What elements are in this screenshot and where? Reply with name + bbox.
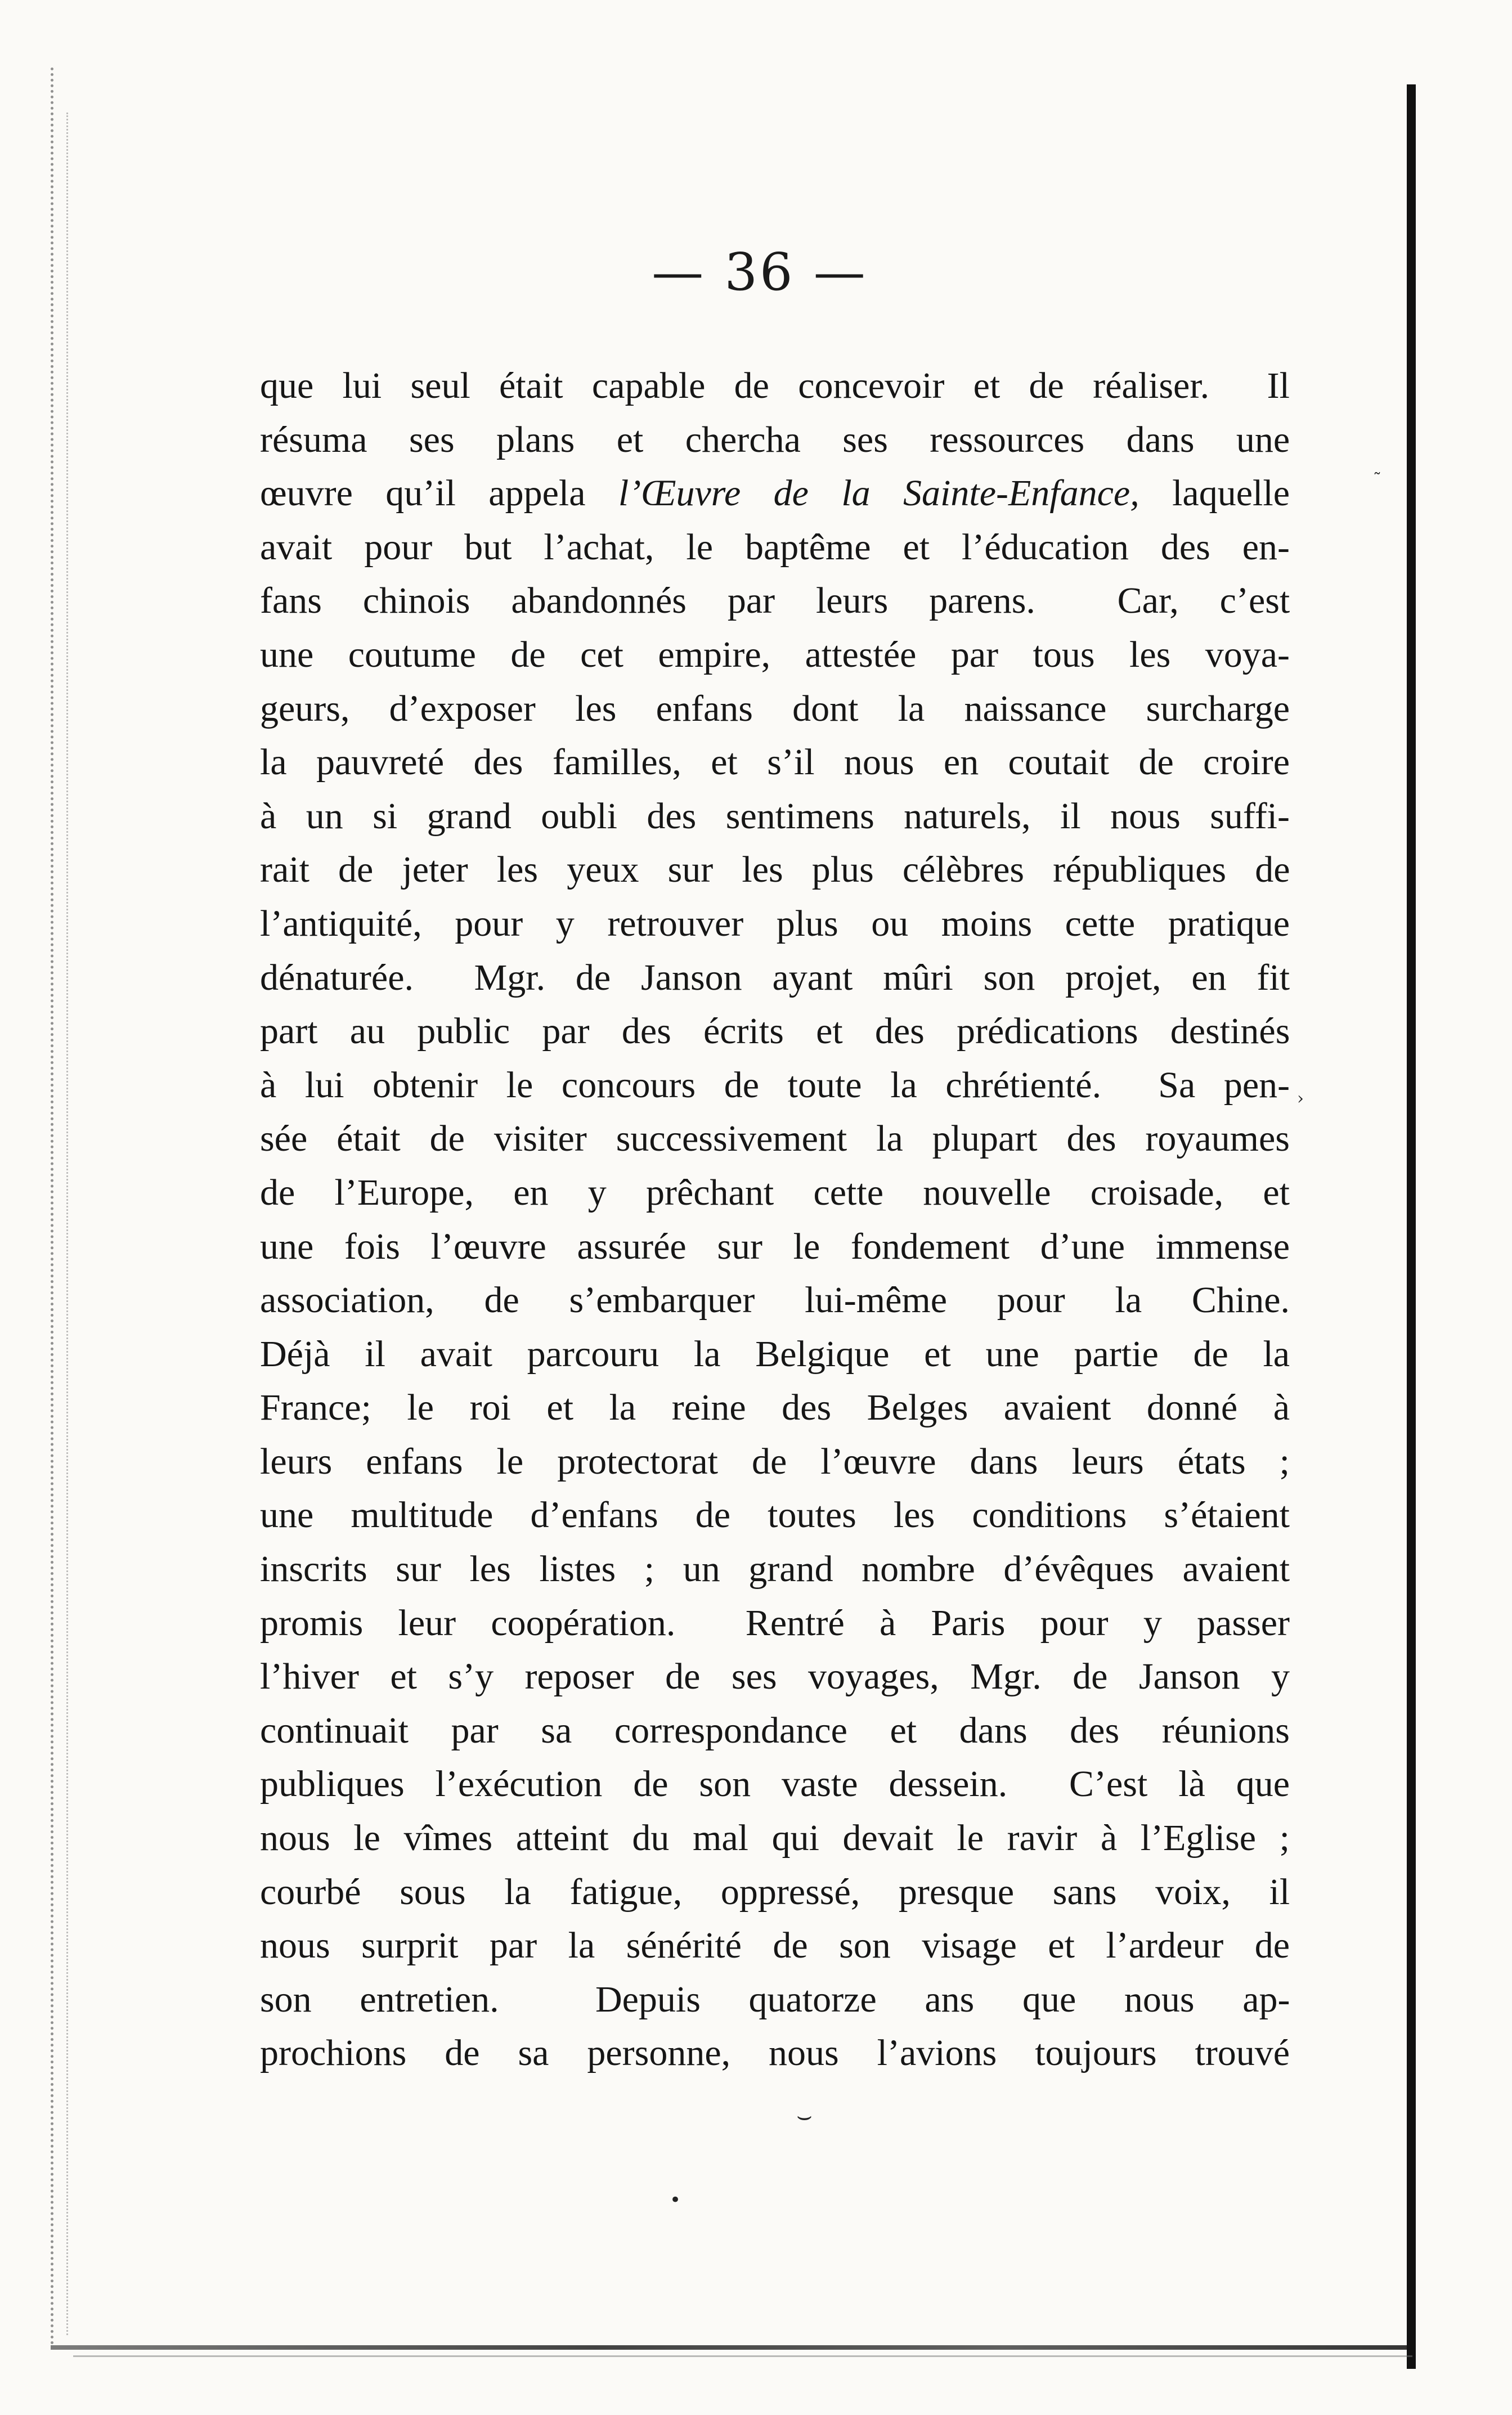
- line-text: son entretien. Depuis quatorze ans que nous ap-: [260, 1978, 1290, 2020]
- ink-speck: ›: [1297, 1089, 1304, 1108]
- text-line: [260, 1757, 1290, 1811]
- page-edge-rule: [1407, 84, 1416, 2369]
- text-line: [260, 1704, 1290, 1758]
- text-line: [260, 1650, 1290, 1704]
- text-line: [260, 1327, 1290, 1381]
- text-line: [260, 682, 1290, 736]
- line-text: une coutume de cet empire, attestée par tous les voya-: [260, 634, 1290, 675]
- text-line: [260, 1811, 1290, 1865]
- ink-speck: ˜: [1373, 470, 1381, 490]
- line-text: publiques l’exécution de son vaste dessein. C’est là que: [260, 1763, 1290, 1805]
- binding-edge-shadow: [66, 113, 74, 2335]
- text-line: [260, 897, 1290, 951]
- body-text: [260, 359, 1290, 2080]
- line-text: France; le roi et la reine des Belges avaient donné à: [260, 1387, 1290, 1429]
- text-line: [260, 951, 1290, 1005]
- line-text: inscrits sur les listes ; un grand nombre d’évêques avaient: [260, 1548, 1290, 1590]
- text-line: [260, 574, 1290, 628]
- line-text: l’antiquité, pour y retrouver plus ou moins cette pratique: [260, 903, 1290, 944]
- text-line: [260, 735, 1290, 789]
- text-line: [260, 1973, 1290, 2027]
- text-line: [260, 1919, 1290, 1973]
- line-text: que lui seul était capable de concevoir et de réaliser. Il: [260, 365, 1290, 406]
- text-line: [260, 789, 1290, 843]
- line-text: promis leur coopération. Rentré à Paris pour y passer: [260, 1602, 1290, 1644]
- text-line: [260, 628, 1290, 682]
- line-text: la pauvreté des familles, et s’il nous en coutait de croire: [260, 742, 1290, 783]
- page-number: — 36 —: [652, 242, 868, 302]
- line-text: à lui obtenir le concours de toute la chrétienté. Sa pen-: [260, 1064, 1290, 1106]
- line-text: œuvre qu’il appela: [260, 473, 618, 514]
- line-text: de l’Europe, en y prêchant cette nouvelle croisade, et: [260, 1171, 1290, 1213]
- line-text: prochions de sa personne, nous l’avions toujours trouvé: [260, 2032, 1290, 2074]
- line-text: à un si grand oubli des sentimens naturels, il nous suffi-: [260, 795, 1290, 837]
- line-text: avait pour but l’achat, le baptême et l’éducation des en-: [260, 526, 1290, 568]
- line-text: résuma ses plans et chercha ses ressources dans une: [260, 419, 1290, 460]
- line-text: sée était de visiter successivement la plupart des royaumes: [260, 1118, 1290, 1160]
- text-line: [260, 843, 1290, 897]
- ink-speck: •: [670, 2189, 681, 2211]
- text-line: [260, 1435, 1290, 1489]
- text-line: [260, 413, 1290, 467]
- text-line: [260, 1542, 1290, 1596]
- line-text: geurs, d’exposer les enfans dont la naissance surcharge: [260, 688, 1290, 729]
- line-text: une fois l’œuvre assurée sur le fondement d’une immense: [260, 1226, 1290, 1267]
- text-line: [260, 1220, 1290, 1274]
- text-line: [260, 1004, 1290, 1058]
- text-line: [260, 466, 1290, 520]
- text-line: [260, 520, 1290, 574]
- line-text: leurs enfans le protectorat de l’œuvre dans leurs états ;: [260, 1440, 1290, 1482]
- line-text: fans chinois abandonnés par leurs parens. Car, c’est: [260, 580, 1290, 622]
- bottom-edge-shadow: [73, 2355, 1412, 2357]
- line-text: une multitude d’enfans de toutes les conditions s’étaient: [260, 1494, 1290, 1536]
- line-text: association, de s’embarquer lui-même pour la Chine.: [260, 1280, 1290, 1321]
- italic-title-text: l’Œuvre de la Sainte-Enfance,: [618, 473, 1139, 514]
- line-text: courbé sous la fatigue, oppressé, presque sans voix, il: [260, 1871, 1290, 1913]
- ink-speck: ⌣: [796, 2102, 813, 2130]
- line-text: nous surprit par la sénérité de son visage et l’ardeur de: [260, 1925, 1290, 1967]
- line-text: Déjà il avait parcouru la Belgique et une partie de la: [260, 1333, 1290, 1375]
- text-line: [260, 1112, 1290, 1166]
- text-line: [260, 1058, 1290, 1112]
- text-line: [260, 1865, 1290, 1919]
- text-line: [260, 1596, 1290, 1650]
- line-text: laquelle: [1139, 473, 1290, 514]
- text-line: [260, 1166, 1290, 1220]
- line-text: rait de jeter les yeux sur les plus célèbres républiques de: [260, 849, 1290, 891]
- text-line: [260, 2026, 1290, 2080]
- line-text: dénaturée. Mgr. de Janson ayant mûri son projet, en fit: [260, 957, 1290, 998]
- text-line: [260, 1273, 1290, 1327]
- text-line: [260, 1488, 1290, 1542]
- text-line: [260, 359, 1290, 413]
- text-line: [260, 1381, 1290, 1435]
- line-text: l’hiver et s’y reposer de ses voyages, Mgr. de Janson y: [260, 1656, 1290, 1698]
- line-text: part au public par des écrits et des prédications destinés: [260, 1011, 1290, 1052]
- line-text: nous le vîmes atteint du mal qui devait le ravir à l’Eglise ;: [260, 1817, 1290, 1859]
- bottom-edge-rule: [51, 2345, 1412, 2350]
- line-text: continuait par sa correspondance et dans des réunions: [260, 1709, 1290, 1751]
